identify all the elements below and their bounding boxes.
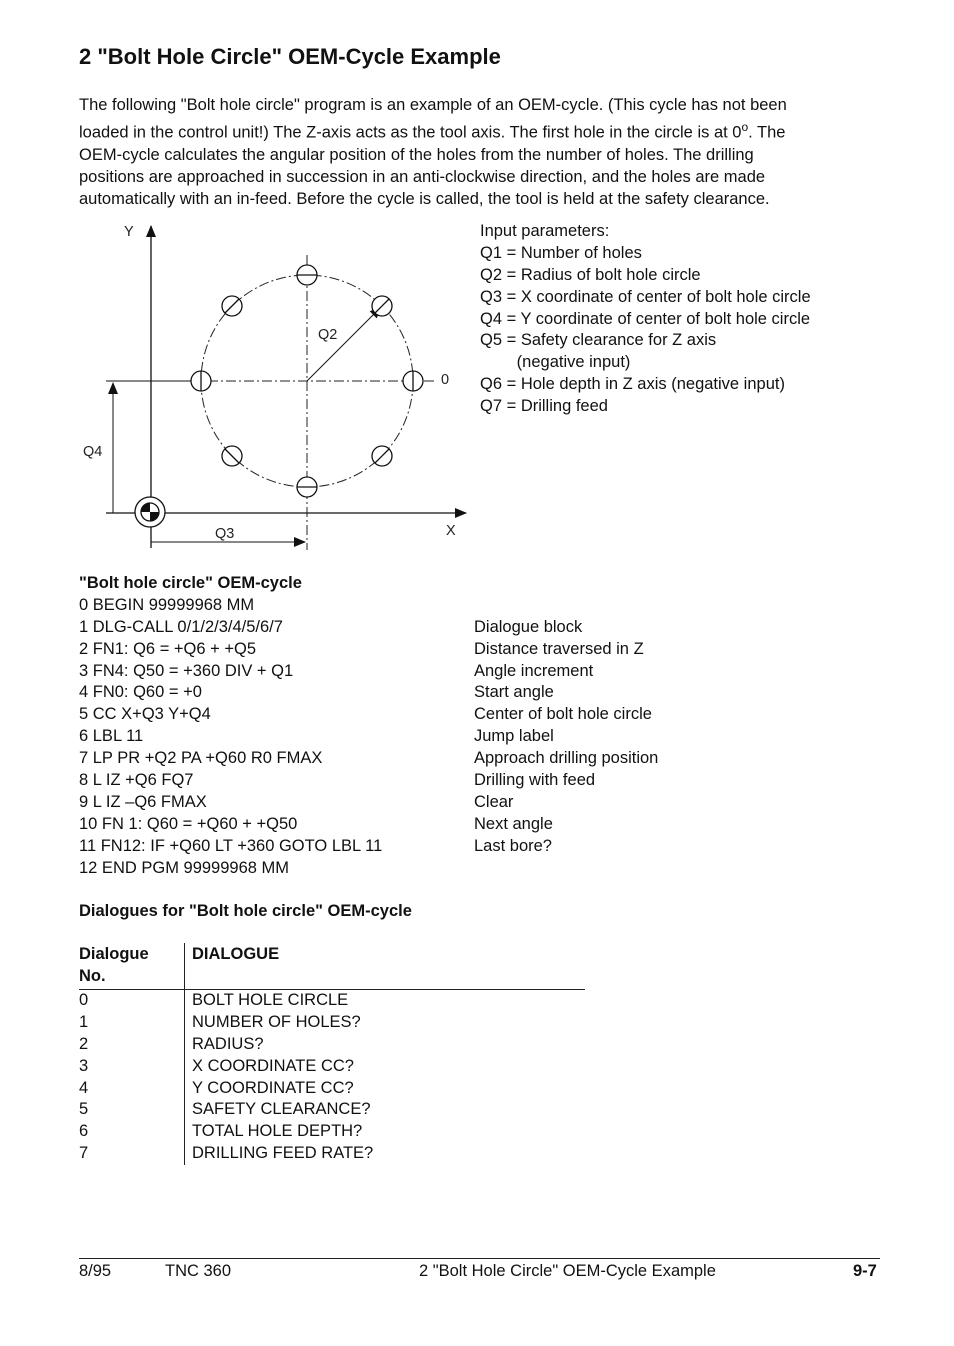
table-row: [79, 1012, 585, 1034]
footer-rule: [79, 1258, 880, 1259]
hole-225deg: [222, 446, 242, 466]
intro-line-text: loaded in the control unit!) The Z-axis acts as the tool axis. The first hole in the circle is at 0: [79, 123, 742, 142]
program-comment: Drilling with feed: [474, 771, 596, 790]
param-line: Q3 = X coordinate of center of bolt hole circle: [480, 287, 811, 306]
hole-0deg: [403, 371, 423, 391]
param-line: Q6 = Hole depth in Z axis (negative input): [480, 375, 785, 394]
intro-line-tail: . The: [748, 123, 786, 142]
input-parameters: [480, 221, 811, 418]
param-line: Q5 = Safety clearance for Z axis: [480, 331, 717, 350]
hole-315deg: [372, 446, 392, 466]
label-q3: Q3: [215, 526, 235, 542]
program-line: 1 DLG-CALL 0/1/2/3/4/5/6/7: [79, 617, 283, 636]
intro-line: [79, 116, 869, 144]
param-line: Q7 = Drilling feed: [480, 397, 608, 416]
program-line: 5 CC X+Q3 Y+Q4: [79, 705, 211, 724]
intro-line: The following "Bolt hole circle" program is an example of an OEM-cycle. (This cycle has not been: [79, 96, 787, 114]
program-comment: Dialogue block: [474, 617, 583, 636]
hole-270deg: [297, 477, 317, 497]
footer-page-number: 9-7: [853, 1262, 877, 1280]
program-comment: Center of bolt hole circle: [474, 705, 652, 724]
table-header: [79, 943, 585, 990]
program-comment: Next angle: [474, 814, 553, 833]
footer-product: TNC 360: [165, 1262, 232, 1280]
program-heading: "Bolt hole circle" OEM-cycle: [79, 574, 302, 592]
dialogue-text: X COORDINATE CC?: [192, 1056, 354, 1075]
dialogue-no: 6: [79, 1122, 89, 1141]
param-line: Q1 = Number of holes: [480, 243, 642, 262]
dialogue-text: DRILLING FEED RATE?: [192, 1144, 374, 1163]
hole-45deg: [372, 296, 392, 316]
program-line: 10 FN 1: Q60 = +Q60 + +Q50: [79, 814, 298, 833]
intro-line: positions are approached in succession in an anti-clockwise direction, and the holes are made: [79, 167, 766, 186]
program-listing: [79, 573, 382, 879]
program-comment: Distance traversed in Z: [474, 639, 644, 658]
table-row: [79, 1056, 585, 1078]
dialogues-table: [79, 943, 585, 1165]
param-line: Q4 = Y coordinate of center of bolt hole circle: [480, 309, 811, 328]
hole-135deg: [222, 296, 242, 316]
table-row: [79, 1121, 585, 1143]
program-line: 7 LP PR +Q2 PA +Q60 R0 FMAX: [79, 749, 323, 768]
intro-line: automatically with an in-feed. Before the cycle is called, the tool is held at the safety clearance.: [79, 189, 770, 208]
label-zero-degrees: 0: [441, 372, 450, 388]
header-dialogue-no-line2: No.: [79, 967, 106, 985]
program-line: 8 L IZ +Q6 FQ7: [79, 771, 194, 790]
dialogue-text: NUMBER OF HOLES?: [192, 1012, 361, 1031]
program-line: 3 FN4: Q50 = +360 DIV + Q1: [79, 661, 294, 680]
table-row: [79, 1078, 585, 1100]
program-comment: Clear: [474, 792, 514, 811]
program-line: 2 FN1: Q6 = +Q6 + +Q5: [79, 639, 257, 658]
program-comment: Start angle: [474, 683, 554, 702]
q2-radius-arrow: [307, 307, 381, 381]
dialogue-no: 1: [79, 1012, 89, 1031]
dialogue-text: SAFETY CLEARANCE?: [192, 1100, 371, 1119]
dialogue-text: Y COORDINATE CC?: [192, 1078, 354, 1097]
header-dialogue: DIALOGUE: [192, 945, 280, 963]
dialogue-no: 0: [79, 991, 89, 1009]
dialogue-no: 2: [79, 1034, 89, 1053]
program-comment: Last bore?: [474, 836, 552, 855]
program-line: 0 BEGIN 99999968 MM: [79, 595, 255, 614]
dialogue-no: 4: [79, 1078, 89, 1097]
intro-line: OEM-cycle calculates the angular position of the holes from the number of holes. The drilling: [79, 145, 754, 164]
program-line: 9 L IZ –Q6 FMAX: [79, 792, 207, 811]
hole-180deg: [191, 371, 211, 391]
footer-section: 2 "Bolt Hole Circle" OEM-Cycle Example: [419, 1262, 716, 1280]
program-comments: [474, 617, 658, 858]
program-line: 6 LBL 11: [79, 727, 144, 746]
label-y-axis: Y: [124, 224, 134, 240]
param-line: Q2 = Radius of bolt hole circle: [480, 265, 701, 284]
label-q2: Q2: [318, 327, 338, 343]
header-dialogue-no: [79, 943, 179, 987]
program-line: 4 FN0: Q60 = +0: [79, 683, 202, 702]
dialogue-text: TOTAL HOLE DEPTH?: [192, 1122, 363, 1141]
bolt-hole-circle-diagram: [76, 215, 476, 560]
table-row: [79, 1143, 585, 1165]
dialogue-no: 7: [79, 1144, 89, 1163]
param-line: Input parameters:: [480, 222, 610, 240]
label-q4: Q4: [83, 444, 103, 460]
intro-paragraph: [79, 94, 869, 210]
program-comment: Approach drilling position: [474, 749, 659, 768]
program-line: 12 END PGM 99999968 MM: [79, 858, 290, 877]
dialogues-heading: Dialogues for "Bolt hole circle" OEM-cycle: [79, 902, 412, 920]
dialogue-text: BOLT HOLE CIRCLE: [192, 991, 349, 1009]
page-title: 2 "Bolt Hole Circle" OEM-Cycle Example: [79, 44, 501, 69]
program-line: 11 FN12: IF +Q60 LT +360 GOTO LBL 11: [79, 836, 383, 855]
dialogue-no: 5: [79, 1100, 89, 1119]
table-row: [79, 1034, 585, 1056]
label-x-axis: X: [446, 523, 456, 539]
table-row: [79, 990, 585, 1012]
degree-symbol: o: [741, 120, 749, 134]
dialogue-no: 3: [79, 1056, 89, 1075]
hole-90deg: [297, 265, 317, 285]
footer-date: 8/95: [79, 1262, 112, 1280]
header-dialogue-no-line1: Dialogue: [79, 945, 149, 963]
origin-symbol: [135, 497, 165, 527]
table-row: [79, 1099, 585, 1121]
param-line: (negative input): [480, 353, 631, 372]
dialogue-text: RADIUS?: [192, 1034, 264, 1053]
program-comment: Jump label: [474, 727, 554, 746]
program-comment: Angle increment: [474, 661, 594, 680]
